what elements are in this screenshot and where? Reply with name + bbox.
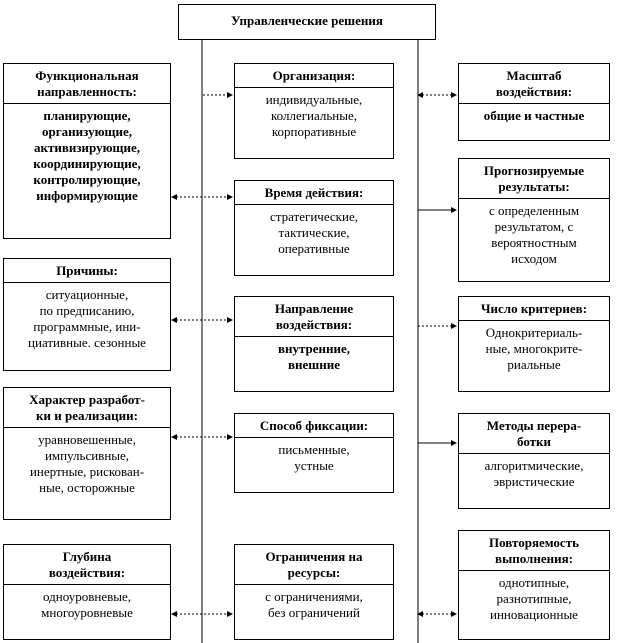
center-box-items: письменные, устные bbox=[278, 442, 350, 473]
right-box-heading: Методы перера- ботки bbox=[459, 414, 609, 454]
center-box-time bbox=[234, 180, 394, 276]
right-box-heading: Прогнозируемые результаты: bbox=[459, 159, 609, 199]
right-box-repeatability bbox=[458, 530, 610, 640]
center-box-resources bbox=[234, 544, 394, 640]
center-box-direction bbox=[234, 296, 394, 392]
left-box-heading: Глубина воздействия: bbox=[4, 545, 170, 585]
center-box-fixation bbox=[234, 413, 394, 493]
left-box-heading: Функциональная направленность: bbox=[4, 64, 170, 104]
center-box-heading: Направление воздействия: bbox=[235, 297, 393, 337]
right-box-items: с определенным результатом, с вероятностным исходом bbox=[488, 203, 580, 266]
left-box-character bbox=[3, 387, 171, 520]
center-box-heading: Ограничения на ресурсы: bbox=[235, 545, 393, 585]
center-box-items: внутренние, внешние bbox=[277, 341, 351, 372]
left-box-reasons bbox=[3, 258, 171, 371]
right-box-heading: Повторяемость выполнения: bbox=[459, 531, 609, 571]
left-box-depth bbox=[3, 544, 171, 640]
left-box-items: одноуровневые, многоуровневые bbox=[41, 589, 133, 620]
left-box-items: уравновешенные, импульсивные, инертные, рискован- ные, осторожные bbox=[29, 432, 145, 495]
title-box bbox=[178, 4, 436, 40]
right-box-heading: Число критериев: bbox=[459, 297, 609, 321]
left-box-items: планирующие, организующие, активизирующие, координирующие, контролирующие, информирующие bbox=[33, 108, 141, 203]
right-box-heading: Масштаб воздействия: bbox=[459, 64, 609, 104]
center-box-items: стратегические, тактические, оперативные bbox=[270, 209, 358, 256]
center-box-heading: Способ фиксации: bbox=[235, 414, 393, 438]
left-box-functional bbox=[3, 63, 171, 239]
right-box-items: однотипные, разнотипные, инновационные bbox=[490, 575, 578, 622]
right-box-results bbox=[458, 158, 610, 282]
center-box-heading: Время действия: bbox=[235, 181, 393, 205]
left-box-heading: Характер разработ- ки и реализации: bbox=[4, 388, 170, 428]
right-box-items: Однокритериаль- ные, многокрите- риальные bbox=[485, 325, 583, 372]
right-box-criteria bbox=[458, 296, 610, 392]
right-box-items: общие и частные bbox=[483, 108, 585, 123]
center-box-items: индивидуальные, коллегиальные, корпоративные bbox=[265, 92, 363, 139]
center-box-items: с ограничениями, без ограничений bbox=[265, 589, 363, 620]
right-box-scale bbox=[458, 63, 610, 141]
right-box-items: алгоритмические, эвристические bbox=[484, 458, 584, 489]
center-box-organization bbox=[234, 63, 394, 159]
left-box-heading: Причины: bbox=[4, 259, 170, 283]
center-box-heading: Организация: bbox=[235, 64, 393, 88]
diagram-title: Управленческие решения bbox=[231, 13, 383, 28]
right-box-methods bbox=[458, 413, 610, 509]
left-box-items: ситуационные, по предписанию, программные, ини- циативные. сезонные bbox=[28, 287, 146, 350]
